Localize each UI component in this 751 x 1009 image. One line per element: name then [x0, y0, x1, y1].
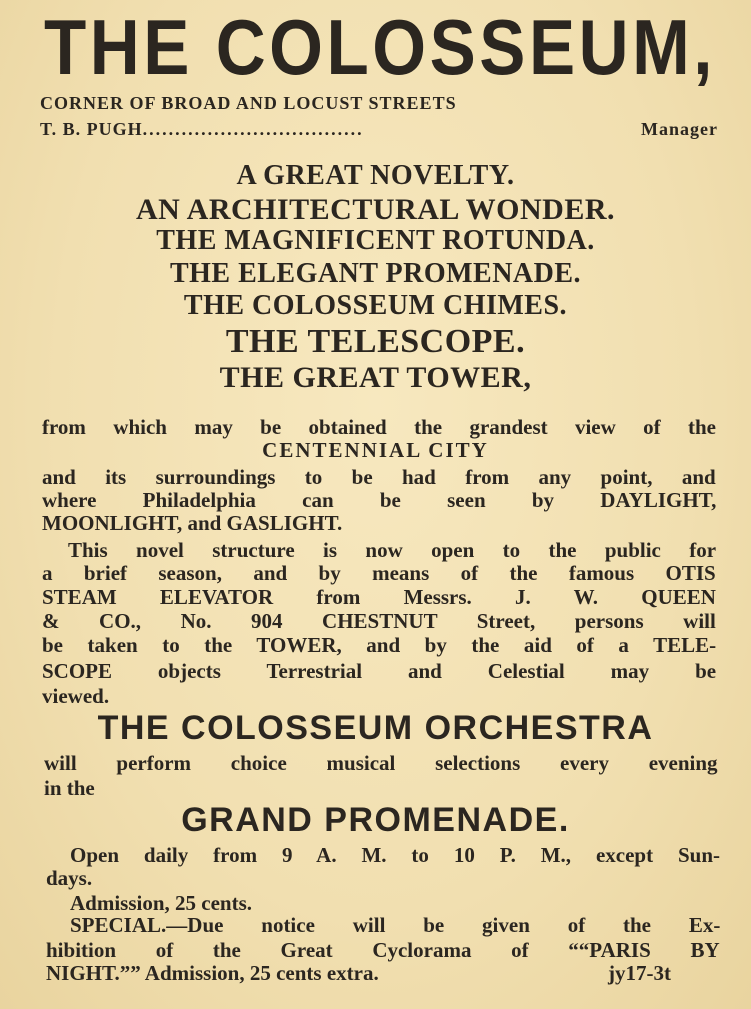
heading: THE MAGNIFICENT ROTUNDA. — [156, 225, 595, 256]
manager-line — [40, 120, 718, 138]
body-line: be taken to the TOWER, and by the aid of a TELE- — [42, 633, 717, 657]
body-line: hibition of the Great Cyclorama of ““PARIS BY — [46, 938, 720, 962]
body-line: from which may be obtained the grandest view of the — [42, 415, 717, 439]
body-line: NIGHT.”” Admission, 25 cents extra. — [46, 961, 379, 985]
body-line: STEAM ELEVATOR from Messrs. J. W. QUEEN — [42, 585, 716, 609]
manager-role: Manager — [641, 119, 718, 139]
body-line: SPECIAL.—Due notice will be given of the Ex- — [70, 913, 721, 937]
body-line: & CO., No. 904 CHESTNUT Street, persons will — [42, 609, 716, 633]
body-line: and its surroundings to be had from any point, and — [42, 465, 716, 489]
address: CORNER OF BROAD AND LOCUST STREETS — [40, 93, 457, 113]
body-line: days. — [46, 866, 93, 890]
heading: THE COLOSSEUM CHIMES. — [183, 290, 568, 321]
heading: THE ELEGANT PROMENADE. — [169, 258, 582, 289]
heading: AN ARCHITECTURAL WONDER. — [135, 193, 616, 226]
body-line: will perform choice musical selections every evening — [44, 751, 718, 775]
body-line: This novel structure is now open to the public for — [68, 538, 717, 562]
manager-name: T. B. PUGH — [40, 119, 143, 139]
heading: A GREAT NOVELTY. — [236, 160, 515, 191]
body-line: MOONLIGHT, and GASLIGHT. — [42, 511, 343, 535]
body-line: Admission, 25 cents. — [70, 891, 253, 915]
body-line: Open daily from 9 A. M. to 10 P. M., except Sun- — [70, 843, 720, 867]
body-line: CENTENNIAL CITY — [262, 438, 489, 462]
insertion-code: jy17-3t — [608, 961, 671, 985]
manager-dots: .................................. — [142, 120, 364, 138]
body-line: where Philadelphia can be seen by DAYLIGHT, — [42, 488, 717, 512]
promenade-heading: GRAND PROMENADE. — [181, 801, 570, 839]
body-line: viewed. — [42, 684, 110, 708]
heading: THE GREAT TOWER, — [219, 361, 532, 394]
body-line: in the — [44, 776, 95, 800]
orchestra-heading: THE COLOSSEUM ORCHESTRA — [97, 709, 654, 747]
title: THE COLOSSEUM, — [44, 3, 717, 91]
body-line: a brief season, and by means of the famous OTIS — [42, 561, 716, 585]
body-line: SCOPE objects Terrestrial and Celestial may be — [42, 659, 717, 683]
heading: THE TELESCOPE. — [225, 323, 526, 360]
